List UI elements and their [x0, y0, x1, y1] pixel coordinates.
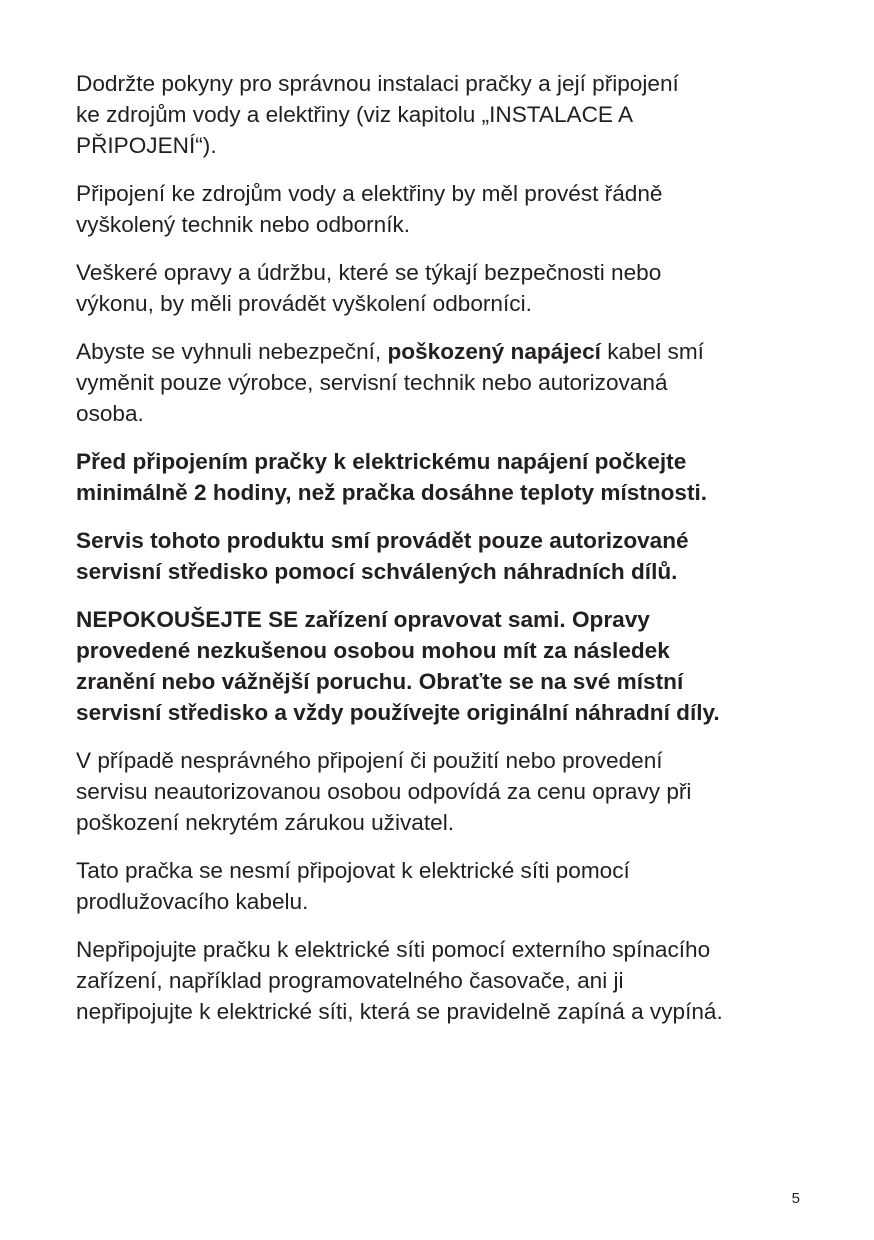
paragraph-wait-room-temperature: [76, 446, 806, 508]
text-line: V případě nesprávného připojení či použití nebo provedení: [76, 748, 663, 773]
paragraph-repairs-maintenance: [76, 257, 806, 319]
text-line: provedené nezkušenou osobou mohou mít za následek: [76, 638, 670, 663]
text-line: ke zdrojům vody a elektřiny (viz kapitolu „INSTALACE A: [76, 102, 634, 127]
text-line: prodlužovacího kabelu.: [76, 889, 309, 914]
paragraph-do-not-repair-yourself: [76, 604, 806, 728]
text-line: Připojení ke zdrojům vody a elektřiny by měl provést řádně: [76, 181, 663, 206]
text-line: Dodržte pokyny pro správnou instalaci pračky a její připojení: [76, 71, 679, 96]
text-line: Nepřipojujte pračku k elektrické síti pomocí externího spínacího: [76, 937, 711, 962]
paragraph-authorized-service: [76, 525, 806, 587]
paragraph-damaged-cable: [76, 336, 806, 429]
text-line: výkonu, by měli provádět vyškolení odborníci.: [76, 291, 532, 316]
text-line: Servis tohoto produktu smí provádět pouze autorizované: [76, 528, 689, 553]
text-line: Veškeré opravy a údržbu, které se týkají bezpečnosti nebo: [76, 260, 662, 285]
text-line: minimálně 2 hodiny, než pračka dosáhne teploty místnosti.: [76, 480, 708, 505]
text-line: servisu neautorizovanou osobou odpovídá za cenu opravy při: [76, 779, 692, 804]
text-line: [76, 336, 806, 367]
text-run: kabel smí: [600, 339, 704, 364]
text-line: PŘIPOJENÍ“).: [76, 133, 217, 158]
text-line: Před připojením pračky k elektrickému napájení počkejte: [76, 449, 687, 474]
text-line: osoba.: [76, 401, 144, 426]
bold-text-run: poškozený napájecí: [387, 339, 601, 364]
text-line: NEPOKOUŠEJTE SE zařízení opravovat sami. Opravy: [76, 607, 650, 632]
text-line: vyměnit pouze výrobce, servisní technik nebo autorizovaná: [76, 370, 668, 395]
text-line: servisní středisko pomocí schválených náhradních dílů.: [76, 559, 678, 584]
paragraph-qualified-technician: [76, 178, 806, 240]
paragraph-no-extension-cable: [76, 855, 806, 917]
paragraph-installation-instructions: [76, 68, 806, 161]
text-line: servisní středisko a vždy používejte originální náhradní díly.: [76, 700, 720, 725]
text-line: Tato pračka se nesmí připojovat k elektrické síti pomocí: [76, 858, 630, 883]
text-line: zařízení, například programovatelného časovače, ani ji: [76, 968, 624, 993]
text-line: zranění nebo vážnější poruchu. Obraťte se na své místní: [76, 669, 684, 694]
text-line: nepřipojujte k elektrické síti, která se pravidelně zapíná a vypíná.: [76, 999, 723, 1024]
paragraph-no-external-switch: [76, 934, 806, 1027]
page-number: 5: [791, 1190, 800, 1207]
text-line: poškození nekrytém zárukou uživatel.: [76, 810, 455, 835]
text-line: vyškolený technik nebo odborník.: [76, 212, 411, 237]
paragraph-user-liability: [76, 745, 806, 838]
text-run: Abyste se vyhnuli nebezpeční,: [76, 339, 388, 364]
document-body: [76, 68, 806, 1044]
